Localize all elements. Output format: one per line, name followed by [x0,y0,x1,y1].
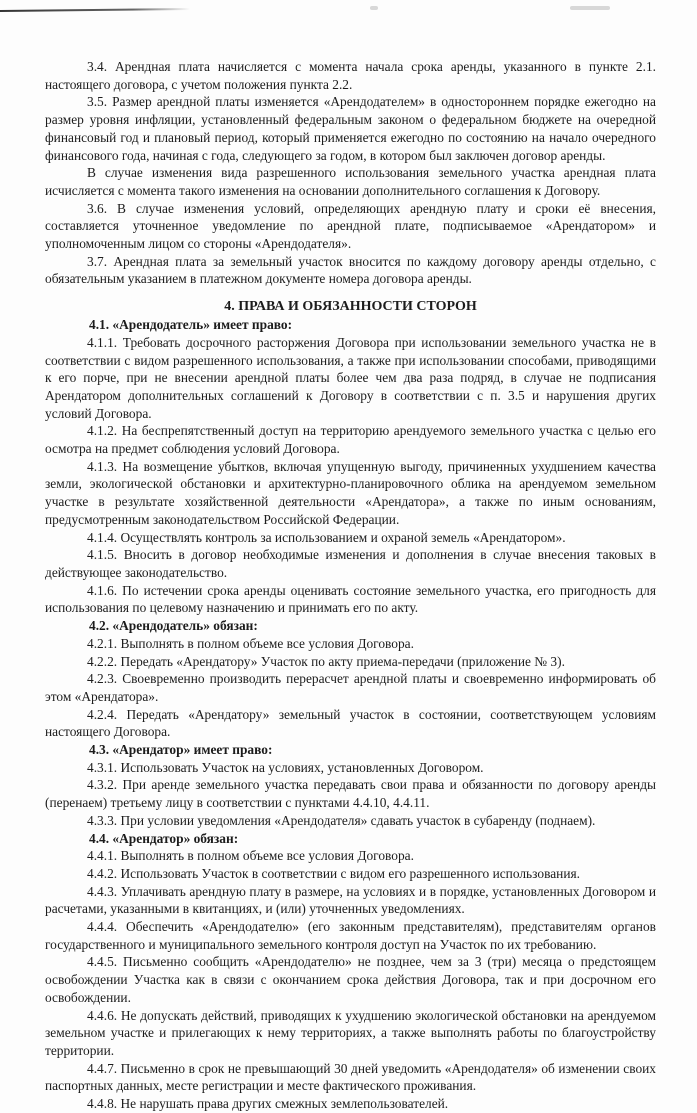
clause-4-2-4: 4.2.4. Передать «Арендатору» земельный участок в состоянии, соответствующем условиям настоящего Договора. [45,706,656,740]
document-page [45,58,656,1113]
clause-4-4-5: 4.4.5. Письменно сообщить «Арендодателю» не позднее, чем за 3 (три) месяца о предстоящем освобождении Участка как в связи с окончанием срока действия Договора, так и при досрочном его освобождении. [45,954,656,1005]
clause-4-4-1: 4.4.1. Выполнять в полном объеме все условия Договора. [87,848,414,864]
heading-4-2: 4.2. «Арендодатель» обязан: [89,618,258,634]
clause-3-7: 3.7. Арендная плата за земельный участок вносится по каждому договору аренды отдельно, с обязательным указанием в платежном документе номера договора аренды. [45,253,656,287]
clause-4-1-6: 4.1.6. По истечении срока аренды оценивать состояние земельного участка, его пригодность для использования по целевому назначению и принимать его по акту. [45,582,656,616]
clause-4-4-6: 4.4.6. Не допускать действий, приводящих к ухудшению экологической обстановки на арендуемом земельном участке и прилегающих к нему территориях, а также выполнять работы по благоустройству территории. [45,1007,656,1058]
heading-4-3: 4.3. «Арендатор» имеет право: [89,742,273,758]
clause-4-4-2: 4.4.2. Использовать Участок в соответствии с видом его разрешенного использования. [87,865,580,881]
clause-4-3-2: 4.3.2. При аренде земельного участка передавать свои права и обязанности по договору аренды (перенаем) третьему лицу в соответствии с пунктами 4.4.10, 4.4.11. [45,777,656,811]
clause-4-2-2: 4.2.2. Передать «Арендатору» Участок по акту приема-передачи (приложение № 3). [87,653,565,669]
heading-4-4: 4.4. «Арендатор» обязан: [89,830,239,846]
clause-4-4-3: 4.4.3. Уплачивать арендную плату в размере, на условиях и в порядке, установленных Договором и расчетами, указанными в квитанциях, и (или) уточненных уведомлениях. [45,883,656,917]
scan-smudge [570,6,610,10]
clause-4-2-1: 4.2.1. Выполнять в полном объеме все условия Договора. [87,635,414,651]
clause-4-4-4: 4.4.4. Обеспечить «Арендодателю» (его законным представителям), представителям органов государственного и муниципального земельного контроля доступ на Участок по их требованию. [45,919,656,952]
scan-smudge [370,6,378,10]
clause-4-2-3: 4.2.3. Своевременно производить перерасчет арендной платы и своевременно информировать об этом «Арендатора». [45,671,656,704]
clause-3-5-note: В случае изменения вида разрешенного использования земельного участка арендная плата исчисляется с момента такого изменения на основании дополнительного соглашения к Договору. [45,165,656,198]
clause-4-1-3: 4.1.3. На возмещение убытков, включая упущенную выгоду, причиненных ухудшением качества земли, экологической обстановки и архитектурно-планировочного облика на арендуемом земельном участке в результате хозяйственной деятельности «Арендатора», а также по иным основаниям, предусмотренным законодательством Российской Федерации. [45,458,656,527]
clause-4-1-1: 4.1.1. Требовать досрочного расторжения Договора при использовании земельного участка не в соответствии с видом разрешенного использования, а также при использовании способами, приводящими к его порче, при не внесении арендной платы более чем два раза подряд, в случае не подписания Арендатором дополнительных соглашений к Договору в соответствии с п. 3.5 и нарушения других условий Договора. [45,334,656,421]
heading-4-1: 4.1. «Арендодатель» имеет право: [89,317,293,333]
clause-4-1-2: 4.1.2. На беспрепятственный доступ на территорию арендуемого земельного участка с целью его осмотра на предмет соблюдения условий Договора. [45,423,656,457]
clause-3-4: 3.4. Арендная плата начисляется с момента начала срока аренды, указанного в пункте 2.1. настоящего договора, с учетом положения пункта 2.2. [45,59,656,92]
clause-4-4-8: 4.4.8. Не нарушать права других смежных землепользователей. [87,1096,449,1112]
section-title: 4. ПРАВА И ОБЯЗАННОСТИ СТОРОН [224,299,477,315]
clause-4-1-5: 4.1.5. Вносить в договор необходимые изменения и дополнения в случае внесения таковых в действующее законодательство. [45,547,656,580]
scan-edge-artifact [0,8,190,12]
clause-4-1-4: 4.1.4. Осуществлять контроль за использованием и охраной земель «Арендатором». [87,529,566,545]
clause-4-4-7: 4.4.7. Письменно в срок не превышающий 30 дней уведомить «Арендодателя» об изменении своих паспортных данных, месте регистрации и месте фактического проживания. [45,1060,656,1094]
clause-4-3-3: 4.3.3. При условии уведомления «Арендодателя» сдавать участок в субаренду (поднаем). [87,812,596,828]
clause-3-5: 3.5. Размер арендной платы изменяется «Арендодателем» в одностороннем порядке ежегодно на размер уровня инфляции, установленный федеральным законом о федеральном бюджете на очередной финансовый год и плановый период, который применяется ежегодно по состоянию на начало очередного финансового года, начиная с года, следующего за годом, в котором был заключен договор аренды. [45,94,656,163]
clause-4-3-1: 4.3.1. Использовать Участок на условиях, установленных Договором. [87,759,484,775]
clause-3-6: 3.6. В случае изменения условий, определяющих арендную плату и сроки её внесения, составляется уточненное уведомление по арендной плате, подписываемое «Арендатором» и уполномоченным лицом со стороны «Арендодателя». [45,200,656,252]
